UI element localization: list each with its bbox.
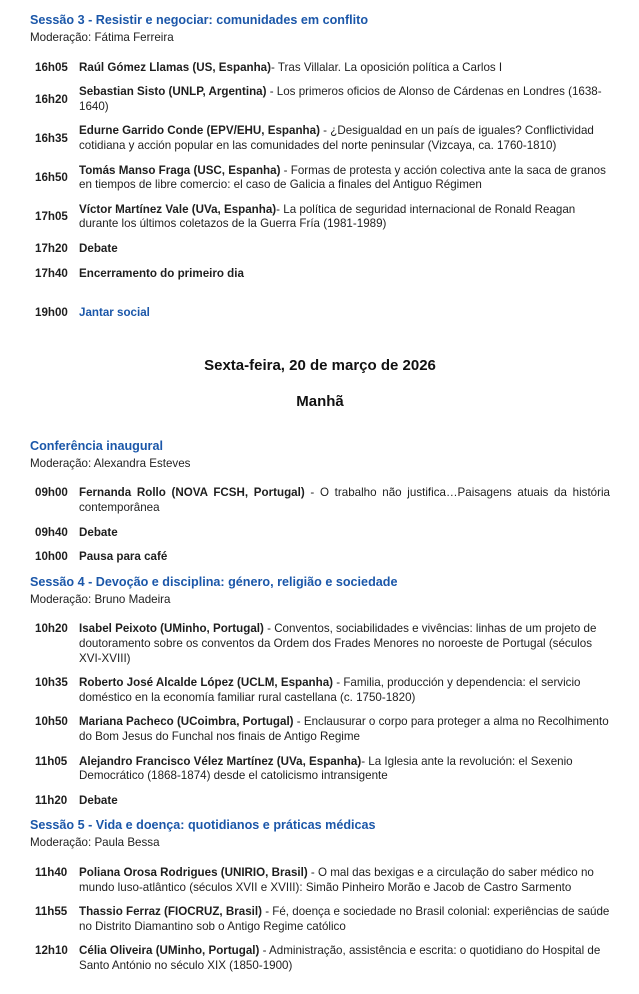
item-talk-title: Tras Villalar. La oposición política a Carlos I <box>277 60 503 74</box>
item-time: 16h50 <box>35 170 68 184</box>
item-time: 16h20 <box>35 92 68 106</box>
day-period: Manhã <box>296 392 344 410</box>
session-block <box>30 818 613 973</box>
item-separator: - <box>304 486 320 500</box>
item-time: 11h20 <box>35 793 68 807</box>
item-time: 10h35 <box>35 676 68 690</box>
item-separator: - <box>271 60 278 74</box>
item-talk-title: ¿Desigualdad en un país de iguales? Conflictividad cotidiana y acción popular en las comunidades del norte peninsular (Vizcaya, ca. 1760-1810) <box>79 124 598 153</box>
program-item <box>35 61 610 76</box>
session-moderation: Moderação: Alexandra Esteves <box>30 456 191 470</box>
item-separator: - <box>259 944 270 958</box>
item-description <box>79 794 610 809</box>
session-moderation: Moderação: Bruno Madeira <box>30 592 171 606</box>
item-description <box>79 164 610 193</box>
program-item <box>35 550 610 565</box>
item-description <box>79 124 610 153</box>
item-separator: - <box>280 163 291 177</box>
session-items <box>30 622 610 808</box>
session-moderation: Moderação: Paula Bessa <box>30 836 160 850</box>
program-item <box>35 486 614 515</box>
item-speaker: Isabel Peixoto (UMinho, Portugal) <box>79 622 264 636</box>
item-talk-title: Administração, assistência e escrita: o quotidiano do Hospital de Santo António no século XIX (1850-1900) <box>79 944 604 972</box>
item-time: 09h00 <box>35 486 68 500</box>
item-time: 16h05 <box>35 60 68 74</box>
program-item <box>35 676 610 705</box>
item-time: 09h40 <box>35 525 68 539</box>
session-title: Sessão 4 - Devoção e disciplina: género, religião e sociedade <box>30 574 398 589</box>
item-description <box>79 203 610 232</box>
item-description <box>79 526 610 541</box>
item-description <box>79 676 610 705</box>
session-title: Sessão 5 - Vida e doença: quotidianos e práticas médicas <box>30 818 376 833</box>
item-speaker: Raúl Gómez Llamas (US, Espanha) <box>79 60 271 74</box>
item-time: 16h35 <box>35 131 68 145</box>
item-talk-title: La Iglesia ante la revolución: el Sexenio Democrático (1868-1874) desde el catolicismo intransigente <box>79 754 576 783</box>
item-separator: - <box>276 202 284 216</box>
item-description <box>79 550 610 565</box>
program-item <box>35 622 610 666</box>
item-description <box>79 61 610 76</box>
item-description <box>79 306 610 321</box>
session-block <box>30 438 614 565</box>
item-speaker: Víctor Martínez Vale (UVa, Espanha) <box>79 202 277 216</box>
item-description <box>79 755 610 784</box>
program-item <box>35 203 610 232</box>
program-item <box>35 794 610 809</box>
item-speaker: Roberto José Alcalde López (UCLM, Espanha) <box>79 676 334 690</box>
item-speaker: Poliana Orosa Rodrigues (UNIRIO, Brasil) <box>79 866 308 880</box>
item-label: Encerramento do primeiro dia <box>79 266 244 280</box>
day-date: Sexta-feira, 20 de março de 2026 <box>204 356 436 374</box>
item-separator: - <box>333 676 344 690</box>
item-separator: - <box>293 715 304 729</box>
item-time: 11h55 <box>35 905 68 919</box>
item-description <box>79 715 610 744</box>
program-item <box>35 85 610 114</box>
program-item <box>35 164 610 193</box>
item-speaker: Célia Oliveira (UMinho, Portugal) <box>79 944 260 958</box>
item-talk-title: Enclausurar o corpo para proteger a alma no Recolhimento do Bom Jesus do Funchal nos finais de Antigo Regime <box>79 715 612 743</box>
item-time: 10h20 <box>35 622 68 636</box>
item-description <box>79 267 610 282</box>
item-time: 17h40 <box>35 266 68 280</box>
day-heading <box>30 357 610 412</box>
item-speaker: Mariana Pacheco (UCoimbra, Portugal) <box>79 715 294 729</box>
item-talk-title: Fé, doença e sociedade no Brasil colonial: experiências de saúde no Distrito Diamantino sob o Antigo Regime católico <box>79 905 613 933</box>
item-label: Jantar social <box>79 306 150 320</box>
item-talk-title: O trabalho não justifica…Paisagens atuais da história contemporânea <box>79 486 614 514</box>
session-items <box>30 866 613 974</box>
session-block <box>30 13 610 321</box>
item-time: 11h40 <box>35 866 68 880</box>
item-talk-title: Formas de protesta y acción colectiva ante la saca de granos en tiempos de libre comercio: el caso de Galicia a finales del Antiguo Régimen <box>79 163 610 192</box>
item-time: 17h20 <box>35 242 68 256</box>
program-item <box>35 242 610 257</box>
session-block <box>30 575 610 809</box>
item-description <box>79 85 610 114</box>
item-separator: - <box>361 754 369 768</box>
program-item <box>35 267 610 282</box>
program-item <box>35 755 610 784</box>
item-time: 12h10 <box>35 944 68 958</box>
item-separator: - <box>307 866 319 880</box>
program-item <box>35 124 610 153</box>
program-item <box>35 866 610 895</box>
session-moderation: Moderação: Fátima Ferreira <box>30 31 174 45</box>
item-description <box>79 866 610 895</box>
item-separator: - <box>319 124 331 138</box>
session-items <box>30 486 614 564</box>
program-item <box>35 526 610 541</box>
item-speaker: Alejandro Francisco Vélez Martínez (UVa, Espanha) <box>79 754 362 768</box>
item-description <box>79 242 610 257</box>
program-item <box>35 715 610 744</box>
item-speaker: Tomás Manso Fraga (USC, Espanha) <box>79 163 281 177</box>
item-speaker: Fernanda Rollo (NOVA FCSH, Portugal) <box>79 486 305 500</box>
program-item <box>35 944 610 973</box>
item-talk-title: La política de seguridad internacional de Ronald Reagan durante los últimos coletazos de la Guerra Fría (1981-1989) <box>79 202 579 231</box>
item-description <box>79 622 610 666</box>
item-description <box>79 944 610 973</box>
item-label: Debate <box>79 525 118 539</box>
item-time: 17h05 <box>35 210 68 224</box>
item-label: Pausa para café <box>79 550 168 564</box>
item-talk-title: O mal das bexigas e a circulação do saber médico no mundo luso-atlântico (séculos XVII e XVIII): Simão Pinheiro Morão e Jacob de Castro Sarmento <box>79 866 598 894</box>
session-title: Conferência inaugural <box>30 438 163 453</box>
item-separator: - <box>261 905 273 919</box>
item-talk-title: Familia, producción y dependencia: el servicio doméstico en la economía familiar rural castellana (c. 1750-1820) <box>79 676 584 704</box>
item-label: Debate <box>79 242 118 256</box>
session-title: Sessão 3 - Resistir e negociar: comunidades em conflito <box>30 13 369 27</box>
item-speaker: Edurne Garrido Conde (EPV/EHU, Espanha) <box>79 124 320 138</box>
item-speaker: Sebastian Sisto (UNLP, Argentina) <box>79 85 267 99</box>
item-talk-title: Conventos, sociabilidades e vivências: linhas de um projeto de doutoramento sobre os conventos da Ordem dos Frades Menores no noroeste de Portugal (séculos XVI-XVIII) <box>79 622 600 665</box>
item-time: 11h05 <box>35 754 68 768</box>
item-talk-title: Los primeros oficios de Alonso de Cárdenas en Londres (1638-1640) <box>79 85 602 113</box>
program-item <box>35 306 610 321</box>
session-items <box>30 61 610 321</box>
item-description <box>79 486 614 515</box>
item-time: 19h00 <box>35 306 68 320</box>
item-label: Debate <box>79 793 118 807</box>
item-speaker: Thassio Ferraz (FIOCRUZ, Brasil) <box>79 905 262 919</box>
item-time: 10h50 <box>35 715 68 729</box>
item-separator: - <box>266 85 277 99</box>
item-separator: - <box>263 622 275 636</box>
item-time: 10h00 <box>35 550 68 564</box>
